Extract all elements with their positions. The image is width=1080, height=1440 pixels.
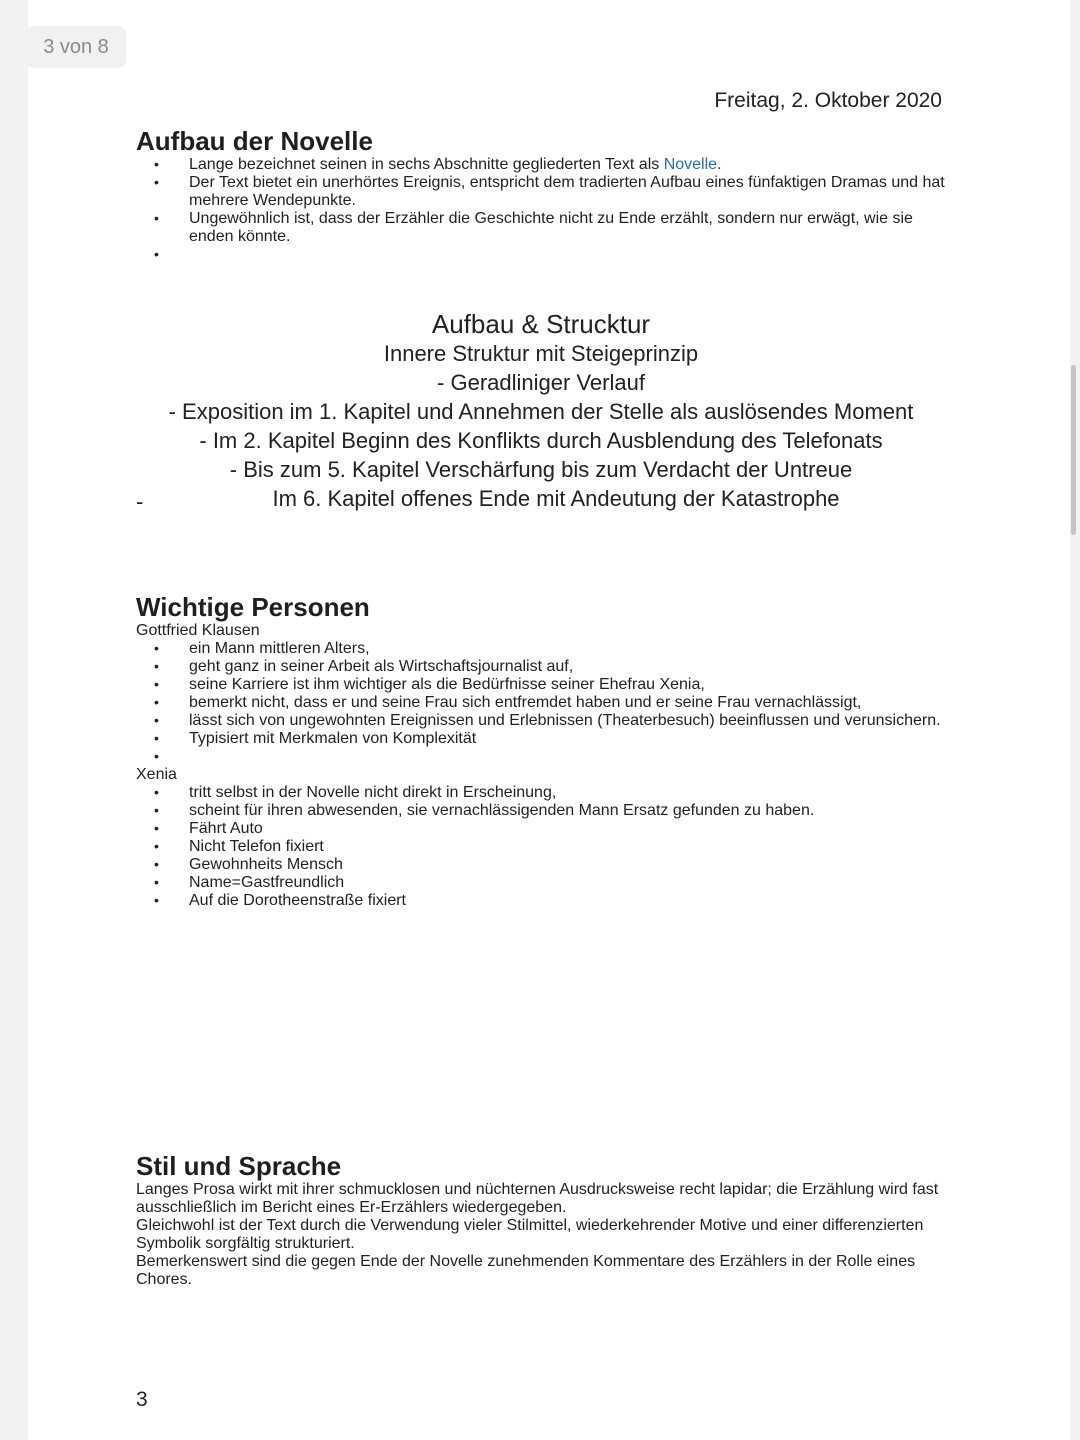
section-heading: Stil und Sprache (136, 1151, 342, 1181)
list-item: • Nicht Telefon fixiert (136, 838, 946, 856)
list-item: • Gewohnheits Mensch (136, 856, 946, 874)
list-item-text: Lange bezeichnet seinen in sechs Abschnitte gegliederten Text als (189, 156, 664, 173)
bullet-list (136, 784, 946, 910)
scrollbar-thumb[interactable] (1071, 365, 1076, 535)
section-stil (136, 1151, 946, 1289)
list-item: • Auf die Dorotheenstraße fixiert (136, 892, 946, 910)
paragraph: Gleichwohl ist der Text durch die Verwendung vieler Stilmittel, wiederkehrender Motive und einer differenzierten Symbolik sorgfältig strukturiert. (136, 1217, 924, 1252)
bullet-list (136, 640, 946, 766)
structure-line: - Geradliniger Verlauf (437, 370, 645, 395)
list-item: • Name=Gastfreundlich (136, 874, 946, 892)
bullet-list (136, 156, 946, 264)
list-item: • Fährt Auto (136, 820, 946, 838)
list-item: • Der Text bietet ein unerhörtes Ereignis, entspricht dem tradierten Aufbau eines fünfaktigen Dramas und hat mehrere Wendepunkte. (136, 174, 946, 210)
list-item: • Ungewöhnlich ist, dass der Erzähler die Geschichte nicht zu Ende erzählt, sondern nur erwägt, wie sie enden könnte. (136, 210, 946, 246)
list-item: • scheint für ihren abwesenden, sie vernachlässigenden Mann Ersatz gefunden zu haben. (136, 802, 946, 820)
list-item (136, 156, 946, 174)
person-name: Xenia (136, 766, 177, 783)
list-item: • Typisiert mit Merkmalen von Komplexität (136, 730, 946, 748)
structure-line: Innere Struktur mit Steigeprinzip (383, 341, 699, 366)
page-number: 3 (136, 1388, 148, 1411)
document-date: Freitag, 2. Oktober 2020 (714, 89, 942, 112)
viewer-edge (1070, 0, 1080, 1440)
list-item (136, 246, 946, 264)
structure-line: Im 6. Kapitel offenes Ende mit Andeutung der Katastrophe (272, 486, 840, 511)
list-item: • seine Karriere ist ihm wichtiger als die Bedürfnisse seiner Ehefrau Xenia, (136, 676, 946, 694)
list-item: • bemerkt nicht, dass er und seine Frau sich entfremdet haben und er seine Frau vernachlässigt, (136, 694, 946, 712)
structure-line: - Im 2. Kapitel Beginn des Konflikts durch Ausblendung des Telefonats (199, 428, 883, 453)
list-item: • geht ganz in seiner Arbeit als Wirtschaftsjournalist auf, (136, 658, 946, 676)
person-name: Gottfried Klausen (136, 622, 260, 639)
section-heading: Aufbau der Novelle (136, 126, 373, 156)
structure-line: - Exposition im 1. Kapitel und Annehmen der Stelle als auslösendes Moment (168, 399, 914, 424)
page-indicator: 3 von 8 (26, 26, 126, 68)
list-item (136, 748, 946, 766)
section-aufbau (136, 126, 946, 264)
list-item: • lässt sich von ungewohnten Ereignissen und Erlebnissen (Theaterbesuch) beeinflussen und verunsichern. (136, 712, 946, 730)
list-item-text: . (717, 156, 722, 173)
paragraph: Bemerkenswert sind die gegen Ende der Novelle zunehmenden Kommentare des Erzählers in der Rolle eines Chores. (136, 1253, 916, 1288)
paragraph: Langes Prosa wirkt mit ihrer schmucklosen und nüchternen Ausdrucksweise recht lapidar; die Erzählung wird fast ausschließlich im Bericht eines Er-Erzählers wiedergegeben. (136, 1181, 939, 1216)
structure-block (136, 309, 946, 513)
stray-dash: - (136, 489, 144, 514)
list-item: • tritt selbst in der Novelle nicht direkt in Erscheinung, (136, 784, 946, 802)
section-personen (136, 592, 946, 910)
novelle-link[interactable]: Novelle (663, 156, 718, 173)
list-item: • ein Mann mittleren Alters, (136, 640, 946, 658)
structure-title: Aufbau & Strucktur (431, 309, 651, 339)
section-heading: Wichtige Personen (136, 592, 370, 622)
structure-line: - Bis zum 5. Kapitel Verschärfung bis zum Verdacht der Untreue (229, 457, 853, 482)
